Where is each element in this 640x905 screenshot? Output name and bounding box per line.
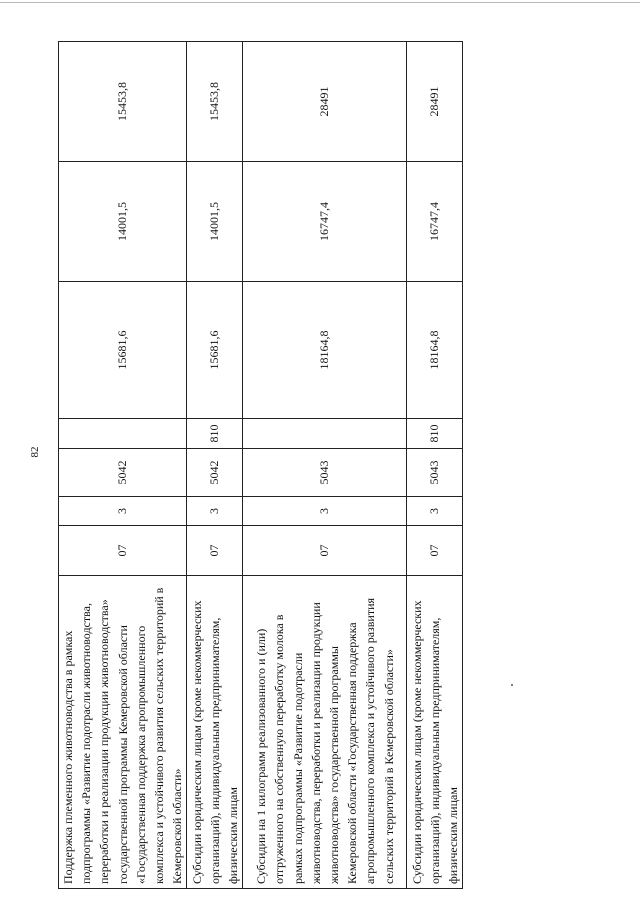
amount-year-1: 15681,6 (59, 282, 187, 419)
scan-speck (511, 684, 513, 686)
expense-type-code: 810 (407, 419, 463, 449)
amount-year-3: 28491 (243, 42, 407, 162)
amount-year-3: 28491 (407, 42, 463, 162)
section-code: 07 (59, 526, 187, 576)
amount-year-1: 18164,8 (407, 282, 463, 419)
rotated-table-wrapper (58, 42, 459, 889)
section-code: 07 (187, 526, 243, 576)
table-row (187, 42, 243, 889)
row-description: Поддержка племенного животноводства в рамках подпрограммы «Развитие подотрасли животноводства, переработки и реализации продукции животноводства» государственной программы Кемеровской области «Государственная поддержка агропромышленного комплекса и устойчивого развития сельских территорий в Кемеровской области» (59, 576, 187, 889)
expense-type-code: 810 (187, 419, 243, 449)
amount-year-3: 15453,8 (59, 42, 187, 162)
section-code: 07 (407, 526, 463, 576)
subsection-code: 3 (187, 497, 243, 526)
subsection-code: 3 (59, 497, 187, 526)
table-row (407, 42, 463, 889)
expense-type-code (59, 419, 187, 449)
amount-year-2: 16747,4 (407, 162, 463, 282)
budget-table (58, 41, 463, 889)
table-row (59, 42, 187, 889)
row-description: Субсидии юридическим лицам (кроме некоммерческих организаций), индивидуальным предпринимателям, физическим лицам (407, 576, 463, 889)
amount-year-1: 15681,6 (187, 282, 243, 419)
target-article-code: 5043 (407, 449, 463, 497)
target-article-code: 5042 (59, 449, 187, 497)
expense-type-code (243, 419, 407, 449)
row-description: Субсидии на 1 килограмм реализованного и (или) отгруженного на собственную переработку молока в рамках подпрограммы «Развитие подотрасли животноводства, переработки и реализации продукции животноводства» государственной программы Кемеровской области «Государственная поддержка агропромышленного комплекса и устойчивого развития сельских территорий в Кемеровской области» (243, 576, 407, 889)
amount-year-1: 18164,8 (243, 282, 407, 419)
amount-year-2: 14001,5 (187, 162, 243, 282)
target-article-code: 5043 (243, 449, 407, 497)
amount-year-2: 16747,4 (243, 162, 407, 282)
subsection-code: 3 (243, 497, 407, 526)
section-code: 07 (243, 526, 407, 576)
subsection-code: 3 (407, 497, 463, 526)
amount-year-2: 14001,5 (59, 162, 187, 282)
page-number: 82 (29, 446, 41, 458)
row-description: Субсидии юридическим лицам (кроме некоммерческих организаций), индивидуальным предпринимателям, физическим лицам (187, 576, 243, 889)
target-article-code: 5042 (187, 449, 243, 497)
page-top-border (0, 2, 640, 3)
table-row (243, 42, 407, 889)
amount-year-3: 15453,8 (187, 42, 243, 162)
